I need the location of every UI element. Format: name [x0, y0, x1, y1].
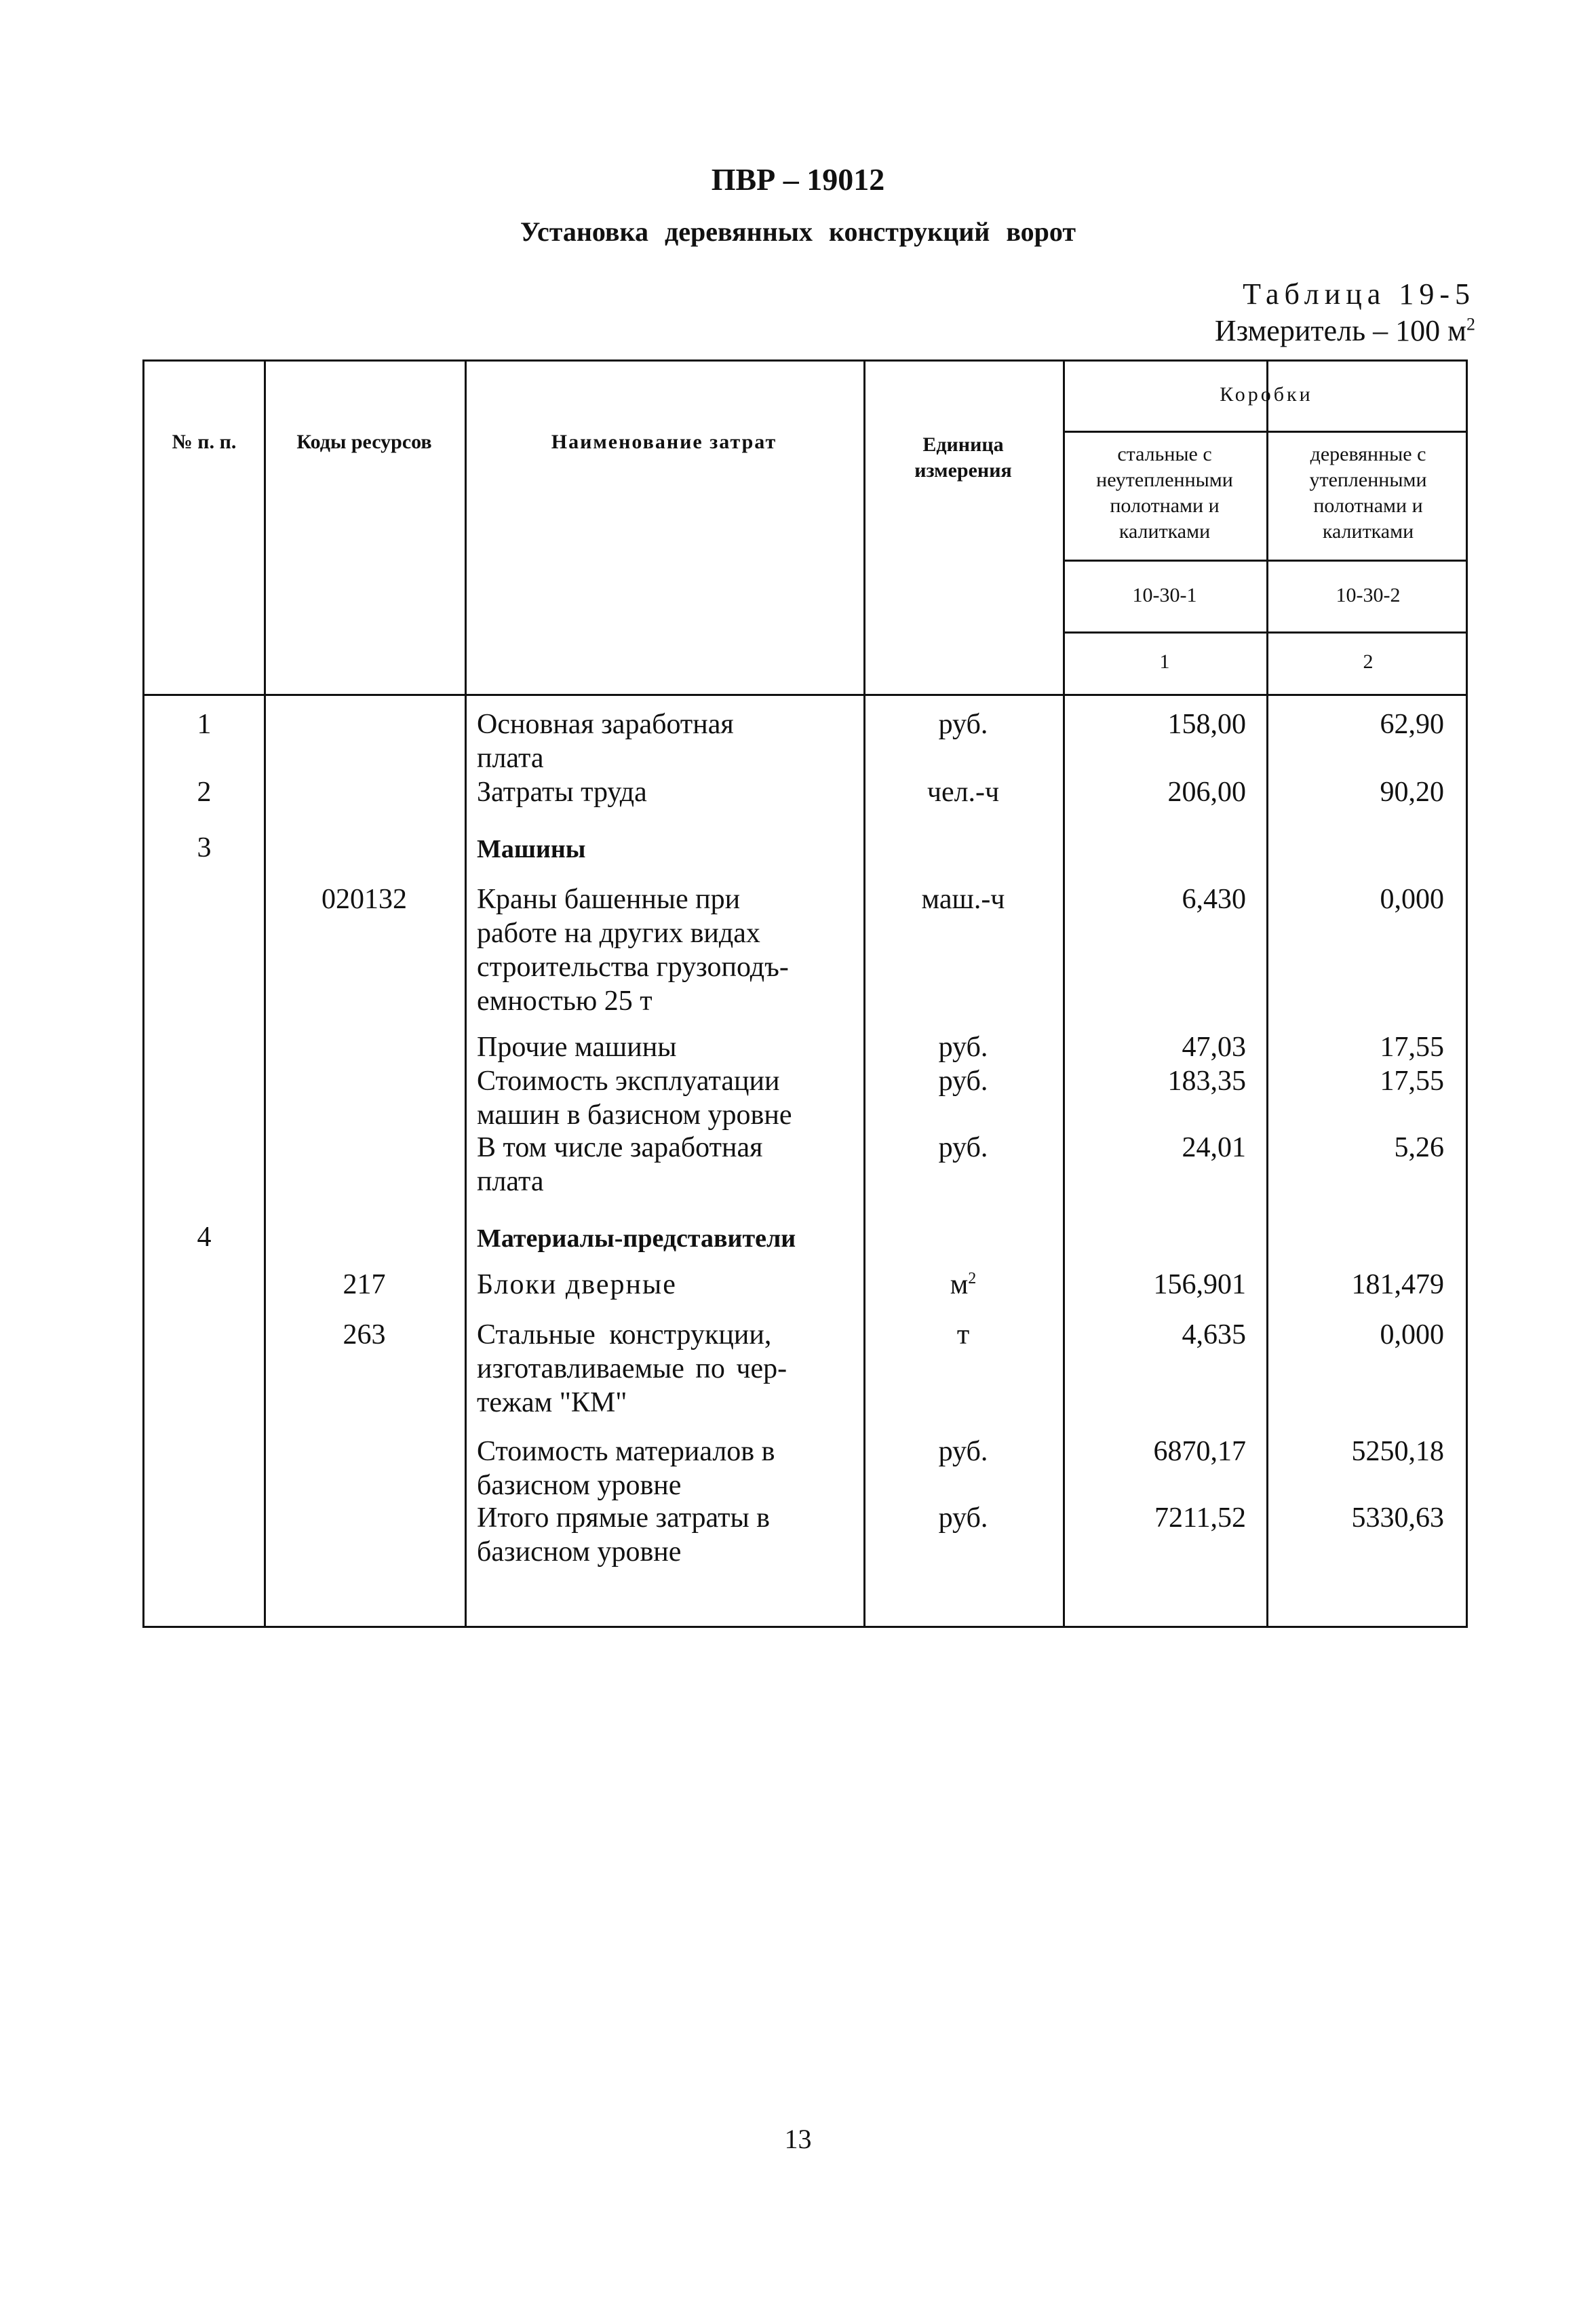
row-value-2: 181,479 [1351, 1269, 1444, 1300]
row-num: 1 [197, 709, 212, 740]
row-value-1: 156,901 [1153, 1269, 1246, 1300]
row-unit: руб. [938, 1502, 988, 1534]
row-name: Блоки дверные [477, 1269, 677, 1300]
row-name: Основная заработная плата [477, 709, 734, 774]
row-name: В том числе заработная плата [477, 1132, 763, 1197]
row-unit: руб. [938, 1436, 988, 1467]
header-col1-desc: стальные с неутепленными полотнами и калитками [1096, 443, 1233, 543]
row-value-2: 5330,63 [1351, 1502, 1444, 1534]
header-num: № п. п. [172, 431, 237, 453]
row-unit: маш.-ч [921, 884, 1005, 915]
header-col2-desc: деревянные с утепленными полотнами и калитками [1309, 443, 1427, 543]
row-unit: руб. [938, 1132, 988, 1163]
row-unit: руб. [938, 1032, 988, 1063]
row-unit: руб. [938, 709, 988, 740]
row-value-2: 90,20 [1380, 777, 1444, 808]
row-value-2: 0,000 [1380, 884, 1444, 915]
row-value-1: 6,430 [1182, 884, 1246, 915]
row-value-1: 183,35 [1167, 1066, 1246, 1097]
row-value-1: 206,00 [1167, 777, 1246, 808]
header-unit: Единица измерения [914, 433, 1012, 482]
header-col1-index: 1 [1159, 650, 1170, 673]
row-value-2: 0,000 [1380, 1319, 1444, 1350]
row-unit: $м^2$ [950, 1269, 977, 1300]
row-value-2: 62,90 [1380, 709, 1444, 740]
header-codes: Коды ресурсов [296, 431, 432, 453]
divider [465, 362, 467, 1626]
row-value-1: 24,01 [1182, 1132, 1246, 1163]
document-title: ПВР – 19012 [711, 162, 885, 197]
row-name: Краны башенные при работе на других видах строительства грузоподъ- емностью 25 т [477, 884, 789, 1017]
row-name: Итого прямые затраты в базисном уровне [477, 1502, 771, 1568]
row-value-1: 4,635 [1182, 1319, 1246, 1350]
section-heading: Машины [477, 835, 586, 863]
document-subtitle: Установка деревянных конструкций ворот [520, 216, 1076, 247]
header-col1-code: 10-30-1 [1132, 584, 1197, 606]
row-value-1: 158,00 [1167, 709, 1246, 740]
row-num: 2 [197, 777, 212, 808]
divider [264, 362, 266, 1626]
divider [1063, 631, 1466, 634]
table-number: Таблица 19-5 [1243, 277, 1475, 311]
row-value-2: 5,26 [1394, 1132, 1444, 1163]
page-number: 13 [784, 2124, 812, 2154]
row-value-2: 5250,18 [1351, 1436, 1444, 1467]
row-code: 263 [343, 1319, 386, 1350]
divider [1063, 560, 1466, 562]
section-heading: Материалы-представители [477, 1224, 796, 1253]
header-col2-index: 2 [1363, 650, 1374, 673]
row-name: Стальные конструкции, изготавливаемые по чер- тежам "КМ" [477, 1319, 787, 1418]
row-value-1: 7211,52 [1154, 1502, 1246, 1534]
cost-table [142, 359, 1468, 1628]
row-code: 020132 [322, 884, 407, 915]
header-divider [144, 694, 1466, 696]
row-name: Затраты труда [477, 777, 647, 808]
measurement-unit: Измеритель – 100 $м^2$ [1214, 314, 1475, 347]
row-unit: чел.-ч [927, 777, 1000, 808]
row-value-1: 6870,17 [1153, 1436, 1246, 1467]
divider [1063, 431, 1466, 433]
row-unit: руб. [938, 1066, 988, 1097]
row-code: 217 [343, 1269, 386, 1300]
row-name: Стоимость эксплуатации машин в базисном уровне [477, 1066, 792, 1131]
row-name: Стоимость материалов в базисном уровне [477, 1436, 775, 1501]
header-col2-code: 10-30-2 [1336, 584, 1401, 606]
row-value-2: 17,55 [1380, 1066, 1444, 1097]
header-name: Наименование затрат [551, 431, 777, 453]
row-num: 4 [197, 1222, 212, 1253]
row-name: Прочие машины [477, 1032, 677, 1063]
row-value-1: 47,03 [1182, 1032, 1246, 1063]
row-value-2: 17,55 [1380, 1032, 1444, 1063]
row-unit: т [956, 1319, 970, 1350]
row-num: 3 [197, 832, 212, 863]
header-group: Коробки [1220, 383, 1313, 406]
